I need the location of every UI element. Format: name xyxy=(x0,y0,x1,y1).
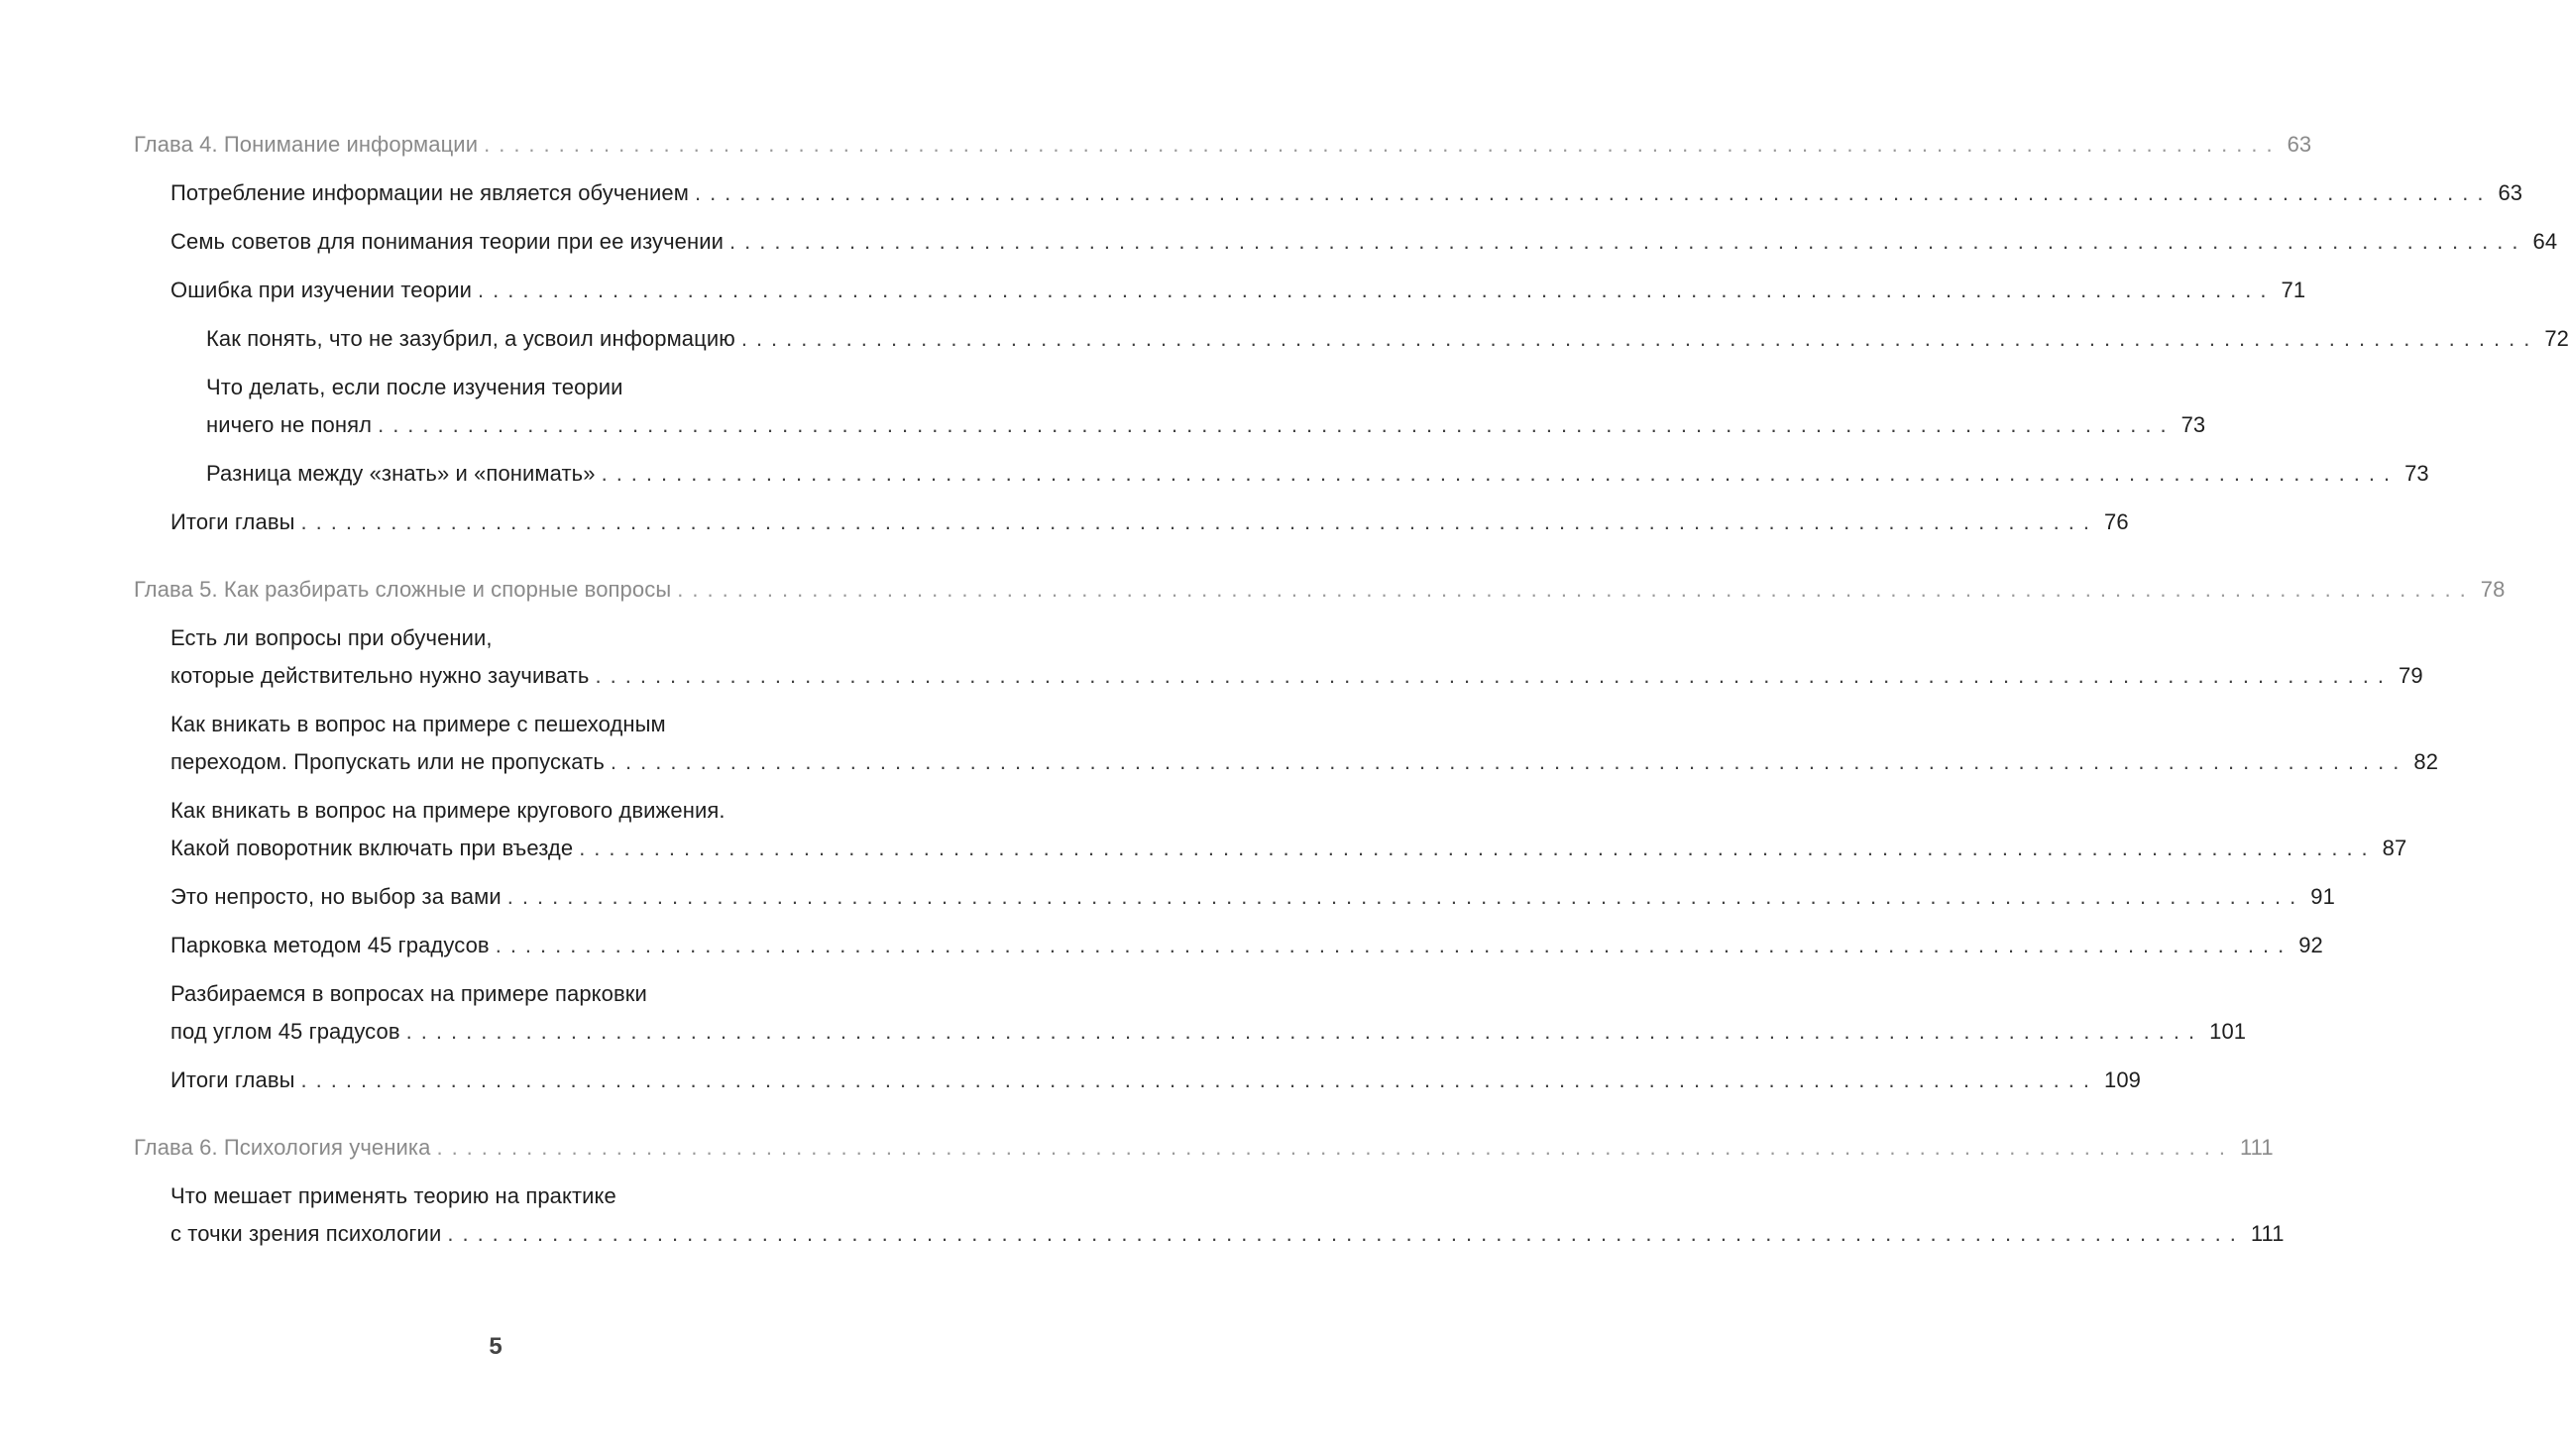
toc-entry-title-line: Семь советов для понимания теории при ее изучении xyxy=(170,229,725,254)
toc-entry-title-line: Как понять, что не зазубрил, а усвоил информацию xyxy=(206,326,735,351)
toc-entry[interactable] xyxy=(134,619,2423,695)
toc-entry-row xyxy=(170,504,2129,541)
dot-leader: ........................................................................................................................ xyxy=(484,132,2282,157)
toc-chapter[interactable] xyxy=(134,126,2312,164)
toc-entry-row xyxy=(170,1013,2247,1051)
toc-chapter[interactable] xyxy=(134,1129,2274,1167)
toc-entry-title-line: Глава 5. Как разбирать сложные и спорные вопросы xyxy=(134,577,672,602)
toc-entry-row xyxy=(134,571,2506,609)
toc-page-number: 71 xyxy=(2281,278,2306,302)
toc-page-number: 73 xyxy=(2180,412,2206,437)
toc-entry-row xyxy=(170,174,2523,212)
dot-leader: ........................................................................................................................ xyxy=(694,180,2493,205)
toc-page-number: 91 xyxy=(2310,884,2335,909)
toc-page-number: 64 xyxy=(2532,229,2558,254)
toc-page-number: 92 xyxy=(2298,933,2323,957)
toc-page-number: 76 xyxy=(2104,509,2129,534)
toc-page-number: 87 xyxy=(2382,836,2407,860)
toc-page-number: 63 xyxy=(2498,180,2523,205)
dot-leader: ........................................................................................................................ xyxy=(300,509,2099,534)
toc-entry-title-line: Какой поворотник включать при въезде xyxy=(170,836,574,860)
dot-leader: ........................................................................................................................ xyxy=(447,1221,2245,1246)
toc-entry-title-line: Разбираемся в вопросах на примере парковки xyxy=(170,981,647,1006)
dot-leader: ........................................................................................................................ xyxy=(579,836,2377,860)
toc-entry[interactable] xyxy=(134,1177,2285,1253)
dot-leader: ........................................................................................................................ xyxy=(506,884,2305,909)
dot-leader: ........................................................................................................................ xyxy=(729,229,2527,254)
toc-page-number: 111 xyxy=(2239,1135,2274,1160)
toc-entry-row xyxy=(170,1062,2142,1099)
toc-entry[interactable] xyxy=(134,504,2129,541)
toc-entry-title-line: с точки зрения психологии xyxy=(170,1221,442,1246)
toc-entry-row xyxy=(170,927,2323,964)
toc-entry-row xyxy=(170,223,2558,261)
table-of-contents xyxy=(134,126,2569,1253)
dot-leader: ........................................................................................................................ xyxy=(478,278,2276,302)
dot-leader: ........................................................................................................................ xyxy=(610,749,2408,774)
toc-entry[interactable] xyxy=(134,174,2523,212)
toc-page-number: 63 xyxy=(2287,132,2312,157)
toc-entry-row xyxy=(206,406,2206,444)
dot-leader: ........................................................................................................................ xyxy=(378,412,2176,437)
toc-entry[interactable] xyxy=(134,975,2247,1051)
toc-entry[interactable] xyxy=(134,1062,2142,1099)
toc-entry-title-line: Что мешает применять теорию на практике xyxy=(170,1183,616,1208)
toc-entry-title-line: Как вникать в вопрос на примере с пешеходным xyxy=(170,712,666,736)
toc-entry-row xyxy=(170,272,2306,309)
dot-leader: ........................................................................................................................ xyxy=(595,663,2393,688)
toc-entry-title-line: Итоги главы xyxy=(170,509,295,534)
toc-entry[interactable] xyxy=(134,927,2323,964)
toc-chapter[interactable] xyxy=(134,571,2506,609)
toc-entry[interactable] xyxy=(134,223,2558,261)
toc-entry-row xyxy=(170,743,2439,781)
dot-leader: ........................................................................................................................ xyxy=(677,577,2475,602)
toc-entry-title-line: под углом 45 градусов xyxy=(170,1019,400,1044)
dot-leader: ........................................................................................................................ xyxy=(740,326,2539,351)
dot-leader: ........................................................................................................................ xyxy=(601,461,2400,486)
toc-entry[interactable] xyxy=(134,455,2429,493)
toc-entry-title-line: Как вникать в вопрос на примере кругового движения. xyxy=(170,798,726,823)
dot-leader: ........................................................................................................................ xyxy=(436,1135,2234,1160)
toc-entry[interactable] xyxy=(134,369,2206,444)
toc-entry[interactable] xyxy=(134,706,2439,781)
dot-leader: ........................................................................................................................ xyxy=(300,1067,2099,1092)
toc-entry[interactable] xyxy=(134,272,2306,309)
toc-entry-title-line: Это непросто, но выбор за вами xyxy=(170,884,502,909)
toc-entry-row xyxy=(170,830,2407,867)
toc-page-number: 82 xyxy=(2413,749,2439,774)
toc-entry-row xyxy=(206,455,2429,493)
toc-entry-row xyxy=(134,126,2312,164)
toc-page-number: 78 xyxy=(2480,577,2506,602)
toc-page-number: 79 xyxy=(2398,663,2423,688)
toc-entry-title-line: Парковка методом 45 градусов xyxy=(170,933,490,957)
toc-entry[interactable] xyxy=(134,878,2335,916)
toc-entry-title-line: Глава 4. Понимание информации xyxy=(134,132,479,157)
toc-entry-title-line: Что делать, если после изучения теории xyxy=(206,375,623,399)
toc-entry-title-line: Разница между «знать» и «понимать» xyxy=(206,461,596,486)
toc-entry-title-line: Ошибка при изучении теории xyxy=(170,278,473,302)
toc-entry[interactable] xyxy=(134,792,2407,867)
toc-entry-row xyxy=(170,657,2423,695)
toc-page-number: 101 xyxy=(2209,1019,2247,1044)
toc-page-number: 109 xyxy=(2104,1067,2142,1092)
toc-entry-title-line: Потребление информации не является обучением xyxy=(170,180,689,205)
dot-leader: ........................................................................................................................ xyxy=(405,1019,2204,1044)
toc-entry-title-line: ничего не понял xyxy=(206,412,373,437)
toc-entry-title-line: Есть ли вопросы при обучении, xyxy=(170,625,493,650)
toc-entry-row xyxy=(134,1129,2274,1167)
toc-entry[interactable] xyxy=(134,320,2569,358)
toc-entry-title-line: переходом. Пропускать или не пропускать xyxy=(170,749,605,774)
page-number: 5 xyxy=(489,1333,503,1360)
toc-page-number: 73 xyxy=(2404,461,2429,486)
toc-entry-row xyxy=(170,878,2335,916)
toc-entry-row xyxy=(170,1215,2285,1253)
dot-leader: ........................................................................................................................ xyxy=(495,933,2293,957)
toc-page-number: 72 xyxy=(2544,326,2569,351)
toc-page-number: 111 xyxy=(2250,1221,2285,1246)
toc-entry-row xyxy=(206,320,2569,358)
toc-entry-title-line: Глава 6. Психология ученика xyxy=(134,1135,431,1160)
toc-entry-title-line: Итоги главы xyxy=(170,1067,295,1092)
toc-entry-title-line: которые действительно нужно заучивать xyxy=(170,663,590,688)
